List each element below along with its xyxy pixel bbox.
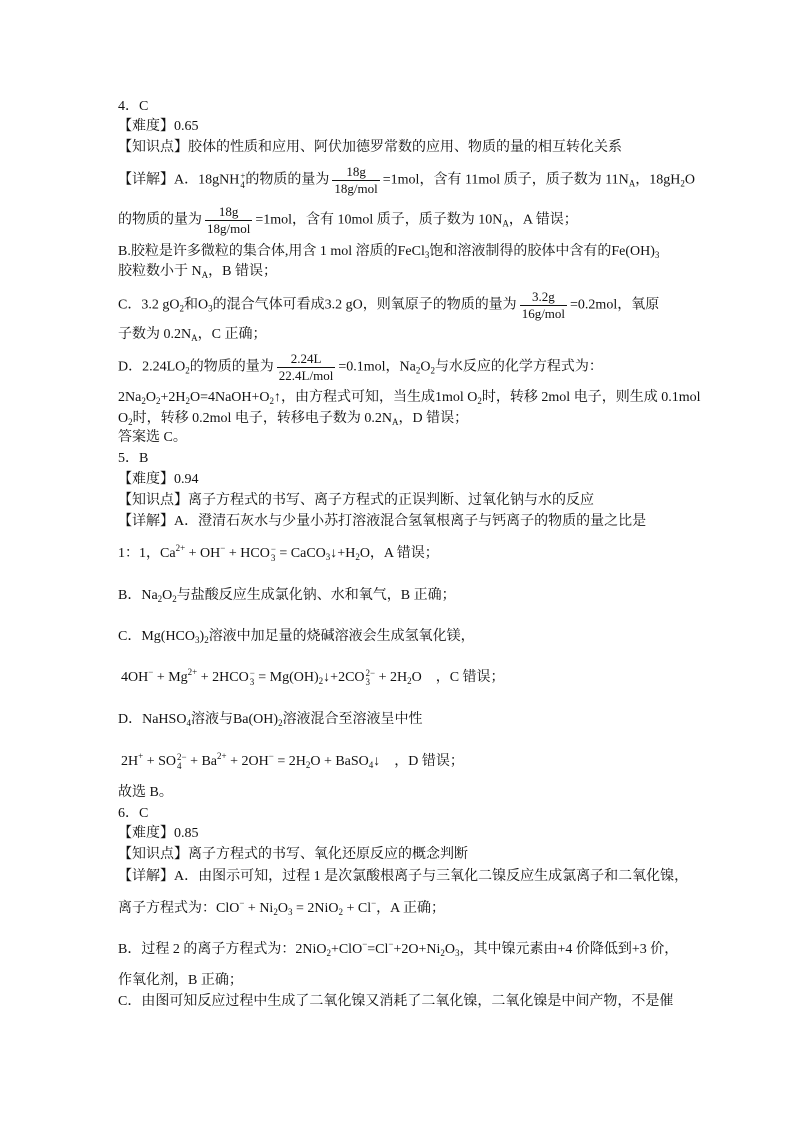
superscript: − xyxy=(371,898,377,908)
text-run: =1mol，含有 11mol 质子，质子数为 11N xyxy=(382,172,629,188)
text-run: 【难度】0.85 xyxy=(118,826,199,841)
text-run: 溶液混合至溶液呈中性 xyxy=(282,712,423,727)
question-5-knowledge-points xyxy=(118,491,594,511)
text-run: =0.1mol，Na xyxy=(338,359,416,375)
text-run: 的混合气体可看成3.2 gO，则氧原子的物质的量为 xyxy=(212,297,517,313)
question-4-difficulty xyxy=(118,117,199,137)
text-run: O xyxy=(145,390,156,405)
question-4-explanation-line xyxy=(118,289,659,322)
text-run: 2Na xyxy=(118,390,142,405)
question-5-explanation-line xyxy=(118,710,423,730)
subscript: 3 xyxy=(654,250,660,260)
fraction-numerator: 18g xyxy=(332,164,379,181)
question-4-explanation-line xyxy=(118,325,266,345)
text-run: B．Na xyxy=(118,588,158,603)
question-4-explanation-line xyxy=(118,351,603,384)
text-run: 【详解】A．由图示可知，过程 1 是次氯酸根离子与三氧化二镍反应生成氯离子和二氧化镍， xyxy=(118,869,689,884)
superscript: − xyxy=(148,667,154,677)
superscript: + xyxy=(240,170,246,181)
question-5-equation-line xyxy=(121,752,464,772)
subscript: 2 xyxy=(318,676,324,686)
question-4-knowledge-points xyxy=(118,138,622,158)
text-run: = 2H xyxy=(273,754,306,769)
superscript: − xyxy=(220,543,226,553)
subscript: 4 xyxy=(177,761,182,771)
subscript: 2 xyxy=(415,365,421,376)
text-run: 与水反应的化学方程式为： xyxy=(434,359,603,375)
question-4-explanation-line xyxy=(118,164,695,197)
fraction-numerator: 3.2g xyxy=(520,289,567,306)
text-run: 【知识点】离子方程式的书写、氧化还原反应的概念判断 xyxy=(118,847,468,862)
subscript: 3 xyxy=(270,553,276,563)
text-run: ，18gH xyxy=(635,172,681,188)
subscript: 3 xyxy=(195,635,200,645)
subscript: 3 xyxy=(424,250,430,260)
subscript: 3 xyxy=(455,948,460,958)
text-run: 的物质的量为 xyxy=(118,212,202,228)
superscript: 2+ xyxy=(175,543,186,553)
question-6-knowledge-points xyxy=(118,845,468,865)
text-run: 2H xyxy=(121,754,139,769)
question-5-equation-line xyxy=(121,668,505,688)
question-5-explanation-line xyxy=(118,586,456,606)
text-run: 【详解】A．澄清石灰水与少量小苏打溶液混合氢氧根离子与钙离子的物质的量之比是 xyxy=(118,514,647,529)
text-run: = Mg(OH) xyxy=(254,670,319,685)
subscript: 2 xyxy=(338,907,343,917)
subscript: 2 xyxy=(157,594,163,604)
question-6-explanation-line xyxy=(118,971,243,991)
text-run: 与盐酸反应生成氯化钠、水和氧气，B 正确； xyxy=(176,588,456,603)
text-run: 时，转移 2mol 电子，则生成 0.1mol xyxy=(481,390,701,405)
text-run: 离子方程式为：ClO xyxy=(118,901,240,916)
subscript: A xyxy=(191,333,198,343)
text-run: 作氧化剂，B 正确； xyxy=(118,973,243,988)
subscript: A xyxy=(201,270,209,280)
subscript: 2 xyxy=(305,760,311,770)
subscript: 2 xyxy=(680,178,685,189)
subscript: 4 xyxy=(240,179,245,190)
text-run: 胶粒数小于 N xyxy=(118,264,202,279)
question-6-explanation-line xyxy=(118,940,678,960)
text-run: ，B 错误； xyxy=(208,264,277,279)
text-run: B．过程 2 的离子方程式为：2NiO xyxy=(118,942,327,957)
fraction-numerator: 18g xyxy=(205,204,252,221)
question-6-answer xyxy=(118,804,148,824)
superscript: − xyxy=(239,898,245,908)
subscript: 4 xyxy=(368,760,374,770)
subscript: 2 xyxy=(204,635,209,645)
subscript: 2 xyxy=(185,396,190,406)
text-run: 【难度】0.94 xyxy=(118,472,199,487)
subscript: A xyxy=(392,417,399,427)
question-4-conclusion xyxy=(118,428,187,448)
text-run: =Cl xyxy=(367,942,389,957)
subscript: 2 xyxy=(269,396,275,406)
text-run: ↓+2CO xyxy=(323,670,365,685)
text-run: + SO xyxy=(143,754,176,769)
text-run: ，C 正确； xyxy=(197,327,267,342)
text-run: + HCO xyxy=(225,546,270,561)
superscript: + xyxy=(138,751,144,761)
subscript: 2 xyxy=(430,365,435,376)
text-run: C．Mg(HCO xyxy=(118,629,196,644)
subscript: 2 xyxy=(477,396,482,406)
subscript: 2 xyxy=(141,396,146,406)
subscript: 2 xyxy=(128,417,133,427)
text-run: ↓ ，D 错误； xyxy=(373,754,464,769)
subscript: 2 xyxy=(155,396,161,406)
text-run: 溶液与Ba(OH) xyxy=(190,712,279,727)
subscript: 2 xyxy=(278,718,283,728)
subscript: 2 xyxy=(273,907,278,917)
text-run: + Mg xyxy=(153,670,188,685)
question-4-answer xyxy=(118,97,148,117)
subscript: 2 xyxy=(326,948,331,958)
superscript: − xyxy=(270,544,276,554)
fraction xyxy=(520,289,567,322)
subscript: 2 xyxy=(185,365,190,376)
text-run: 的物质的量为 xyxy=(189,359,274,375)
text-run: = CaCO xyxy=(275,546,326,561)
text-run: +2H xyxy=(160,390,186,405)
text-run: ，其中镍元素由+4 价降低到+3 价， xyxy=(459,942,679,957)
text-run: 1：1，Ca xyxy=(118,546,176,561)
fraction-denominator: 22.4L/mol xyxy=(278,368,334,383)
superscript: 2+ xyxy=(187,667,198,677)
fraction-denominator: 16g/mol xyxy=(521,306,566,321)
text-run: 的物质的量为 xyxy=(245,172,330,188)
text-run: ↓+H xyxy=(330,546,356,561)
text-run: 答案选 C。 xyxy=(118,430,187,445)
text-run: O=4NaOH+O xyxy=(189,390,270,405)
superscript: 2+ xyxy=(217,751,227,761)
superscript: 2− xyxy=(177,752,187,762)
text-run: 6．C xyxy=(118,806,149,821)
text-run: B.胶粒是许多微粒的集合体,用含 1 mol 溶质的FeCl xyxy=(118,244,425,259)
subscript: 3 xyxy=(287,907,293,917)
question-5-difficulty xyxy=(118,470,199,490)
text-run: O xyxy=(444,942,455,957)
question-6-explanation-line xyxy=(118,992,673,1012)
subscript: 3 xyxy=(365,677,371,687)
text-run: + Cl xyxy=(342,901,372,916)
text-run: O xyxy=(277,901,288,916)
text-run: +2O+Ni xyxy=(393,942,441,957)
text-run: O xyxy=(162,588,173,603)
subscript: 4 xyxy=(186,718,191,728)
text-run: ，A 正确； xyxy=(376,901,446,916)
text-run: 4OH xyxy=(121,670,149,685)
question-5-explanation-line xyxy=(118,512,646,532)
text-run: O ，C 错误； xyxy=(411,670,505,685)
text-run: ，A 错误； xyxy=(508,212,578,228)
text-run: 时，转移 0.2mol 电子，转移电子数为 0.2N xyxy=(132,411,393,426)
text-run: + 2OH xyxy=(226,754,269,769)
superscript: − xyxy=(268,751,274,761)
text-run: O，A 错误； xyxy=(359,546,439,561)
fraction xyxy=(277,351,336,384)
text-run: O + BaSO xyxy=(310,754,369,769)
superscript: − xyxy=(249,668,255,678)
text-run: 【知识点】离子方程式的书写、离子方程式的正误判断、过氧化钠与水的反应 xyxy=(118,493,594,508)
question-4-explanation-line xyxy=(118,204,578,237)
text-run: 饱和溶液制得的胶体中含有的Fe(OH) xyxy=(429,244,655,259)
superscript: − xyxy=(388,939,394,949)
subscript: 3 xyxy=(249,677,255,687)
text-run: O xyxy=(118,411,129,426)
text-run: = 2NiO xyxy=(292,901,339,916)
subscript: 2 xyxy=(440,948,445,958)
text-run: C．由图可知反应过程中生成了二氧化镍又消耗了二氧化镍，二氧化镍是中间产物，不是催 xyxy=(118,994,674,1009)
text-run: 【难度】0.65 xyxy=(118,119,199,134)
text-run: 5．B xyxy=(118,451,149,466)
superscript: 2− xyxy=(365,668,376,678)
text-run: + 2H xyxy=(375,670,408,685)
fraction-numerator: 2.24L xyxy=(277,351,336,368)
subscript: A xyxy=(502,218,509,229)
question-6-explanation-line xyxy=(118,899,445,919)
text-run: 子数为 0.2N xyxy=(118,327,192,342)
text-run: O xyxy=(420,359,431,375)
fraction-denominator: 18g/mol xyxy=(334,181,378,196)
fraction xyxy=(205,204,252,237)
subscript: 2 xyxy=(172,594,177,604)
text-run: 故选 B。 xyxy=(118,785,173,800)
text-run: + 2HCO xyxy=(197,670,249,685)
subscript: 2 xyxy=(179,303,184,314)
text-run: 【知识点】胶体的性质和应用、阿伏加德罗常数的应用、物质的量的相互转化关系 xyxy=(118,140,622,155)
text-run: 和O xyxy=(183,297,209,313)
text-run: =1mol，含有 10mol 质子，质子数为 10N xyxy=(255,212,503,228)
question-5-explanation-line xyxy=(118,544,439,564)
text-run: + Ba xyxy=(186,754,218,769)
text-run: =0.2mol，氧原 xyxy=(570,297,660,313)
sub-sup-pair xyxy=(177,753,187,771)
text-run: ，D 错误； xyxy=(398,411,469,426)
text-run: + OH xyxy=(185,546,221,561)
text-run: ↑，由方程式可知，当生成1mol O xyxy=(274,390,478,405)
subscript: 3 xyxy=(325,552,331,562)
question-5-explanation-line xyxy=(118,627,475,647)
question-5-conclusion xyxy=(118,783,173,803)
subscript: 3 xyxy=(208,303,213,314)
question-4-explanation-line xyxy=(118,409,468,429)
text-run: 溶液中加足量的烧碱溶液会生成氢氧化镁， xyxy=(208,629,475,644)
text-run: + Ni xyxy=(244,901,274,916)
question-6-explanation-line xyxy=(118,867,688,887)
sub-sup-pair xyxy=(366,669,376,687)
text-run: O xyxy=(684,172,696,188)
text-run: D．2.24LO xyxy=(118,359,186,375)
question-5-answer xyxy=(118,449,148,469)
question-4-explanation-line xyxy=(118,242,659,262)
text-run: +ClO xyxy=(330,942,363,957)
question-4-explanation-line xyxy=(118,262,277,282)
question-4-explanation-line xyxy=(118,388,700,408)
fraction-denominator: 18g/mol xyxy=(207,221,251,236)
subscript: 2 xyxy=(355,552,360,562)
subscript: 2 xyxy=(407,676,412,686)
text-run: 【详解】A．18gNH xyxy=(118,172,240,188)
subscript: A xyxy=(628,178,636,189)
question-6-difficulty xyxy=(118,824,199,844)
text-run: ) xyxy=(199,629,205,644)
text-run: 4．C xyxy=(118,99,149,114)
fraction xyxy=(332,164,379,197)
superscript: − xyxy=(362,939,368,949)
text-run: D．NaHSO xyxy=(118,712,187,727)
text-run: C．3.2 gO xyxy=(118,297,180,313)
